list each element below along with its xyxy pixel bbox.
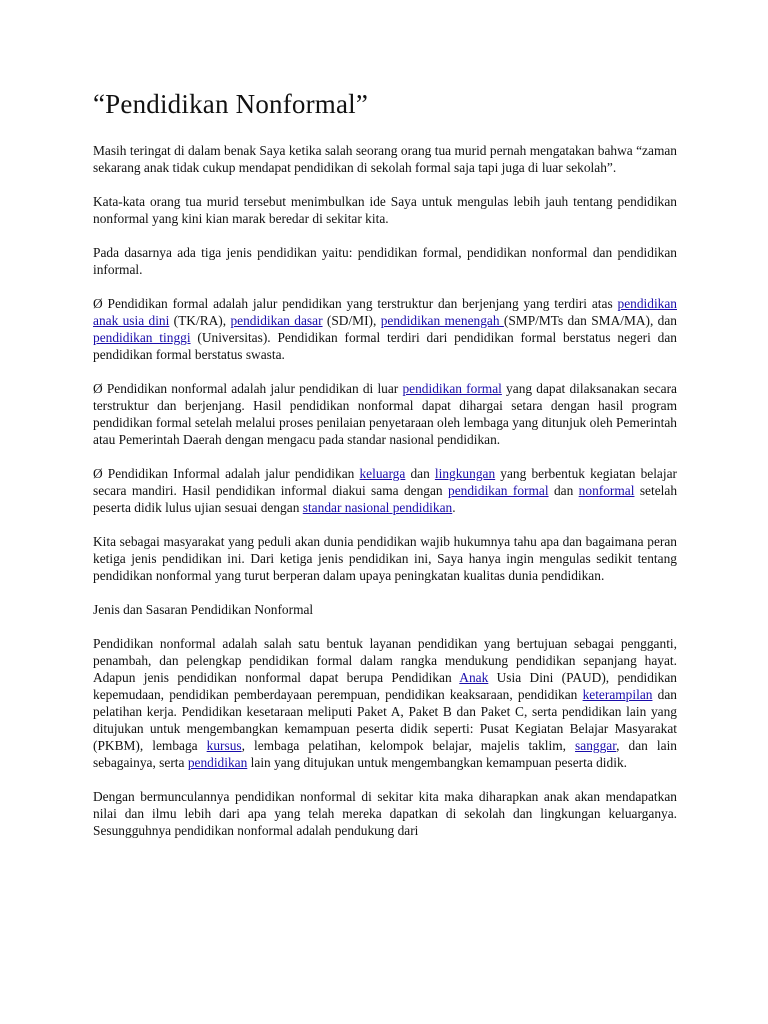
paragraph-society: Kita sebagai masyarakat yang peduli akan dunia pendidikan wajib hukumnya tahu apa dan bagaimana peran ketiga jenis pendidikan ini. Dari ketiga jenis pendidikan ini, Saya hanya ingin mengulas sedikit tentang pendidikan nonformal yang turut berperan dalam upaya peningkatan kualitas dunia pendidikan. [93,534,677,583]
text-segment: yang berbentuk kegiatan belajar secara mandiri. Hasil pendidikan informal diakui sama dengan [93,466,678,498]
link-nonformal[interactable]: nonformal [578,483,635,498]
paragraph-intro: Masih teringat di dalam benak Saya ketika salah seorang orang tua murid pernah mengatakan bahwa “zaman sekarang anak tidak cukup mendapat pendidikan di sekolah formal saja tapi juga di luar sekolah”. [93,143,677,175]
paragraph-nonformal [93,380,677,448]
page-title: “Pendidikan Nonformal” [93,89,369,119]
paragraph-formal [93,295,677,363]
link-lingkungan[interactable]: lingkungan [434,466,496,481]
link-pendidikan-formal-2[interactable]: pendidikan formal [448,483,549,498]
link-pendidikan-anak-usia-dini[interactable]: pendidikan anak usia dini [93,296,677,328]
text-segment: Usia Dini (PAUD), pendidikan kepemudaan, pendidikan pemberdayaan perempuan, pendidikan keaksaraan, pendidikan [93,670,677,702]
text-segment: (SMP/MTs dan SMA/MA), dan [503,313,678,328]
text-segment: (Universitas). Pendidikan formal terdiri dari pendidikan formal berstatus negeri dan pendidikan formal berstatus swasta. [93,330,677,362]
document-body [93,86,677,856]
link-pendidikan-formal[interactable]: pendidikan formal [402,381,502,396]
link-sanggar[interactable]: sanggar [575,738,617,753]
link-anak[interactable]: Anak [459,670,489,685]
paragraph-informal [93,465,677,516]
text-segment: . [452,500,456,515]
text-segment: lain yang ditujukan untuk mengembangkan kemampuan peserta didik. [247,755,627,770]
section-heading: Jenis dan Sasaran Pendidikan Nonformal [93,602,314,617]
link-pendidikan[interactable]: pendidikan [187,755,248,770]
text-segment: (TK/RA), [169,313,231,328]
text-segment: dan [548,483,579,498]
text-segment: dan [405,466,435,481]
text-segment: Ø Pendidikan nonformal adalah jalur pendidikan di luar [93,381,403,396]
link-keterampilan[interactable]: keterampilan [582,687,653,702]
link-pendidikan-menengah[interactable]: pendidikan menengah [380,313,504,328]
text-segment: Pendidikan nonformal adalah salah satu bentuk layanan pendidikan yang bertujuan sebagai pengganti, penambah, dan pelengkap pendidikan formal dalam rangka mendukung pendidikan sepanjang hayat. Adapun jenis pendidikan nonformal dapat berupa Pendidikan [93,636,677,685]
link-standar-nasional-pendidikan[interactable]: standar nasional pendidikan [302,500,453,515]
paragraph-three-types: Pada dasarnya ada tiga jenis pendidikan yaitu: pendidikan formal, pendidikan nonformal dan pendidikan informal. [93,245,677,277]
paragraph-types-targets [93,635,677,771]
text-segment: Ø Pendidikan Informal adalah jalur pendidikan [93,466,360,481]
paragraph-closing: Dengan bermunculannya pendidikan nonformal di sekitar kita maka diharapkan anak akan mendapatkan nilai dan ilmu lebih dari apa yang telah mereka dapatkan di sekolah dan lingkungan keluarganya. Sesungguhnya pendidikan nonformal adalah pendukung dari [93,789,677,838]
text-segment: setelah peserta didik lulus ujian sesuai dengan [93,483,678,515]
text-segment: dan pelatihan kerja. Pendidikan kesetaraan meliputi Paket A, Paket B dan Paket C, serta pendidikan lain yang ditujukan untuk mengembangkan kemampuan peserta didik seperti: Pusat Kegiatan Belajar Masyarakat (PKBM), lembaga [93,687,677,753]
link-keluarga[interactable]: keluarga [359,466,406,481]
text-segment: (SD/MI), [322,313,381,328]
text-segment: , lembaga pelatihan, kelompok belajar, majelis taklim, [241,738,576,753]
link-kursus[interactable]: kursus [206,738,242,753]
paragraph-idea: Kata-kata orang tua murid tersebut menimbulkan ide Saya untuk mengulas lebih jauh tentang pendidikan nonformal yang kini kian marak beredar di sekitar kita. [93,194,677,226]
link-pendidikan-dasar[interactable]: pendidikan dasar [230,313,323,328]
link-pendidikan-tinggi[interactable]: pendidikan tinggi [93,330,191,345]
text-segment: yang dapat dilaksanakan secara terstruktur dan berjenjang. Hasil pendidikan nonformal dapat dihargai setara dengan hasil program pendidikan formal setelah melalui proses penilaian penyetaraan oleh lembaga yang ditunjuk oleh Pemerintah atau Pemerintah Daerah dengan mengacu pada standar nasional pendidikan. [93,381,678,447]
text-segment: Ø Pendidikan formal adalah jalur pendidikan yang terstruktur dan berjenjang yang terdiri atas [93,296,618,311]
text-segment: , dan lain sebagainya, serta [93,738,677,770]
